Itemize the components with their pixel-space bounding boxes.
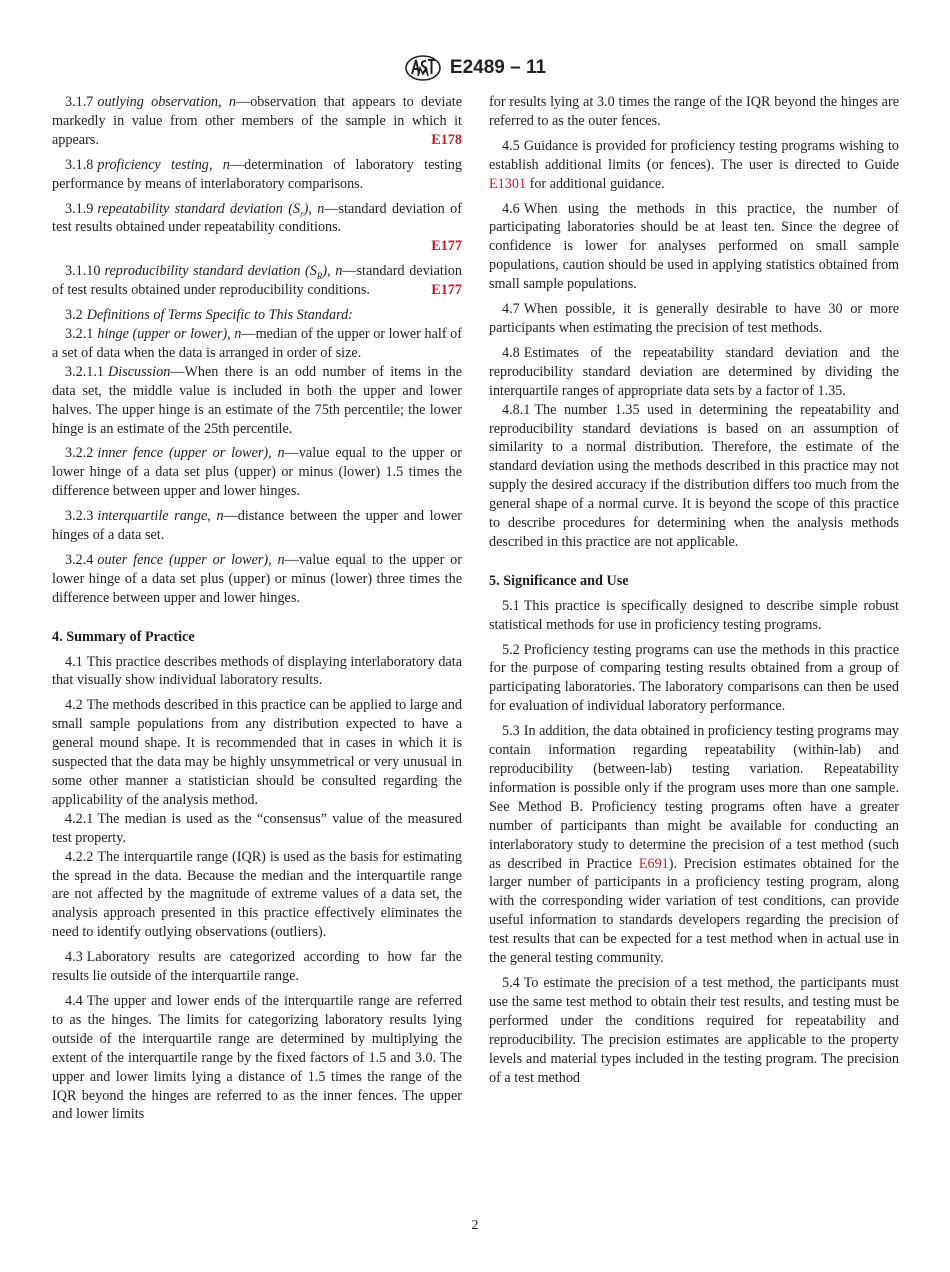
definition-3-1-10: 3.1.10 reproducibility standard deviation $(S_R)$, n—standard deviation of test results obtained under reproducibility conditions. E177 bbox=[52, 263, 462, 299]
section-4-heading: 4. Summary of Practice bbox=[52, 628, 195, 645]
term: proficiency testing, n bbox=[97, 156, 230, 173]
definition-3-1-9: 3.1.9 repeatability standard deviation $(S_r)$, n—standard deviation of test results obtained under repeatability conditions. E177 bbox=[52, 200, 462, 255]
discussion-3-2-1-1: 3.2.1.1 Discussion—When there is an odd number of items in the data set, the middle value is included in both the upper and lower halves. The upper hinge is an estimate of the 75th percentile; the lower hinge is an estimate of the 25th percentile. bbox=[52, 363, 462, 437]
paragraph-4-2: 4.2 The methods described in this practice can be applied to large and small sample populations from any distribution expected to have a general mound shape. It is recommended that in cases in which it is suspected that the data may be highly unsymmetrical or very unusual in some other manner a statistician should be consulted regarding the applicability of the analysis method. bbox=[52, 697, 462, 808]
paragraph-4-4-continued: for results lying at 3.0 times the range of the IQR beyond the hinges are referred to as the outer fences. bbox=[489, 94, 899, 129]
reference-link-e177[interactable]: E177 bbox=[431, 238, 462, 255]
page-number: 2 bbox=[471, 1218, 479, 1233]
reference-link-e691[interactable]: E691 bbox=[638, 855, 669, 872]
reference-link-e177[interactable]: E177 bbox=[431, 282, 462, 299]
paragraph-4-5: 4.5 Guidance is provided for proficiency testing programs wishing to establish additional limits (or fences). The user is directed to Guide E1301 for additional guidance. bbox=[489, 137, 899, 192]
reference-link-e178[interactable]: E178 bbox=[431, 131, 462, 148]
paragraph-4-8: 4.8 Estimates of the repeatability standard deviation and the reproducibility standard deviation are determined by dividing the interquartile ranges of appropriate data sets by a factor of 1.35. bbox=[489, 344, 899, 399]
paragraph-5-3: 5.3 In addition, the data obtained in proficiency testing programs may contain information regarding repeatability (within-lab) and reproducibility (between-lab) testing variation. Repeatability information is possible only if the program uses more than one sample. See Method B. Proficiency testing programs often have a greater number of participants than might be available for conducting an interlaboratory study to determine the precision of a test method (such as described in Practice E691). Precision estimates obtained for the larger number of participants in a proficiency testing program, along with the corresponding wider variation of test conditions, can provide useful information to standards developers regarding the precision of test results that can be expected for a test method when in actual use in the general testing community. bbox=[489, 723, 899, 967]
section-5-heading: 5. Significance and Use bbox=[489, 572, 629, 589]
right-column bbox=[489, 93, 899, 1093]
paragraph-4-3: 4.3 Laboratory results are categorized according to how far the results lie outside of the interquartile range. bbox=[52, 949, 462, 985]
paragraph-4-1: 4.1 This practice describes methods of displaying interlaboratory data that visually show individual laboratory results. bbox=[52, 653, 462, 689]
paragraph-4-7: 4.7 When possible, it is generally desirable to have 30 or more participants when estimating the precision of test methods. bbox=[489, 301, 899, 336]
definition-3-2-1: 3.2.1 hinge (upper or lower), n—median of the upper or lower half of a set of data when the data is arranged in order of size. bbox=[52, 325, 462, 361]
paragraph-5-2: 5.2 Proficiency testing programs can use the methods in this practice for the purpose of comparing testing results obtained from a group of participating laboratories. The laboratory comparisons can then be used for evaluation of individual laboratory performance. bbox=[489, 641, 899, 715]
paragraph-4-2-1: 4.2.1 The median is used as the “consensus” value of the measured test property. bbox=[52, 810, 462, 846]
reference-link-e1301[interactable]: E1301 bbox=[489, 175, 527, 192]
paragraph-5-4: 5.4 To estimate the precision of a test method, the participants must use the same test method to obtain their test results, and testing must be performed under the conditions required for repeatability and reproducibility. The precision estimates are applicable to the property levels and material types included in the testing program. The precision of a test method bbox=[489, 974, 899, 1086]
paragraph-4-8-1: 4.8.1 The number 1.35 used in determining the repeatability and reproducibility standard deviations is based on an assumption of similarity to a normal distribution. Therefore, the estimate of the standard deviation using the methods described in this practice may not supply the desired accuracy if the distribution differs too much from the general shape of a normal curve. It is beyond the scope of this practice to describe procedures for determining when the analysis methods described in this practice are not applicable. bbox=[489, 401, 899, 550]
definition-3-1-8: 3.1.8 proficiency testing, n—determination of laboratory testing performance by means of interlaboratory comparisons. bbox=[52, 156, 462, 192]
definition-3-2-3: 3.2.3 interquartile range, n—distance between the upper and lower hinges of a data set. bbox=[52, 508, 462, 544]
document-id: E2489 – 11 bbox=[449, 57, 547, 78]
definition-3-1-7: 3.1.7 outlying observation, n—observation that appears to deviate markedly in value from other members of the sample in which it appears. E178 bbox=[52, 94, 462, 148]
definition-3-2-2: 3.2.2 inner fence (upper or lower), n—value equal to the upper or lower hinge of a data set plus (upper) or minus (lower) 1.5 times the difference between upper and lower hinges. bbox=[52, 445, 462, 500]
term: outlying observation, n bbox=[97, 94, 237, 110]
paragraph-4-6: 4.6 When using the methods in this practice, the number of participating laboratories should be at least ten. Since the degree of confidence is lower for analyses performed on small sample populations, caution should be used in applying statistics obtained from small sample populations. bbox=[489, 200, 899, 293]
paragraph-5-1: 5.1 This practice is specifically designed to describe simple robust statistical methods for use in proficiency testing programs. bbox=[489, 597, 899, 633]
subsection-3-2-heading: 3.2 Definitions of Terms Specific to This Standard: bbox=[65, 307, 353, 324]
astm-logo-icon bbox=[404, 54, 442, 82]
definition-3-2-4: 3.2.4 outer fence (upper or lower), n—value equal to the upper or lower hinge of a data set plus (upper) or minus (lower) three times the difference between upper and lower hinges. bbox=[52, 551, 462, 606]
paragraph-4-2-2: 4.2.2 The interquartile range (IQR) is used as the basis for estimating the spread in the data. Because the median and the interquartile range are not affected by the magnitude of extreme values of a data set, the analysis approach presented in this practice effectively eliminates the need to identify outlying observations (outliers). bbox=[52, 848, 462, 941]
page-header bbox=[0, 54, 950, 84]
left-column bbox=[52, 93, 462, 1130]
paragraph-4-4: 4.4 The upper and lower ends of the interquartile range are referred to as the hinges. The limits for categorizing laboratory results lying outside of the interquartile range are determined by multiplying the extent of the interquartile range by the fixed factors of 1.5 and 3.0. The upper and lower limits lying a distance of 1.5 times the range of the IQR beyond the hinges are referred to as the inner fences. The upper and lower limits bbox=[52, 992, 462, 1123]
